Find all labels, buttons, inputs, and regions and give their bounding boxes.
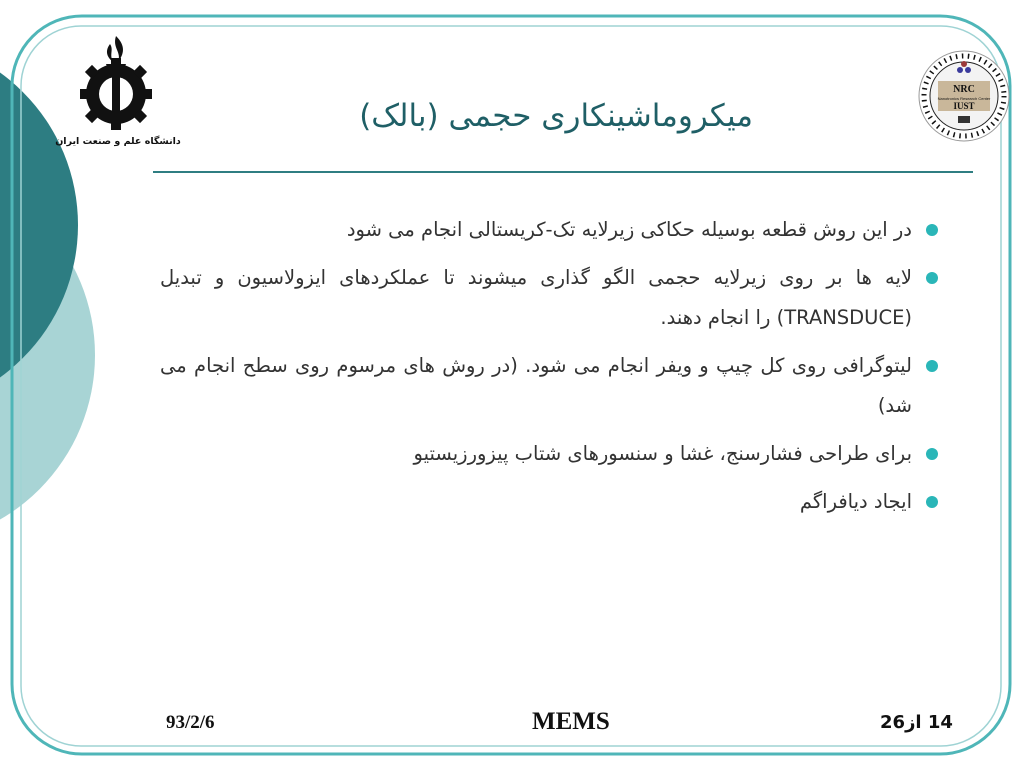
list-item [160, 434, 938, 474]
university-logo [55, 34, 181, 152]
list-item [160, 258, 938, 338]
chip-icon [958, 116, 970, 123]
bullet-icon [926, 224, 938, 236]
bullet-icon [926, 496, 938, 508]
list-item [160, 482, 938, 522]
footer-title: MEMS [532, 708, 610, 735]
nrc-bottom-text: IUST [953, 101, 975, 111]
title-divider [153, 171, 973, 173]
nrc-top-text: NRC [953, 84, 975, 95]
slide-title: میکروماشینکاری حجمی (بالک) [359, 98, 753, 134]
bullet-icon [926, 360, 938, 372]
bullet-text: ایجاد دیافراگم [799, 490, 912, 513]
bullet-icon [926, 272, 938, 284]
bullet-text: لیتوگرافی روی کل چیپ و ویفر انجام می شود. (در روش های مرسوم روی سطح انجام می شد) [160, 354, 912, 417]
bullet-text: لایه ها بر روی زیرلایه حجمی الگو گذاری میشوند تا عملکردهای ایزولاسیون و تبدیل (TRANSDUCE) را انجام دهند. [160, 266, 912, 329]
list-item [160, 210, 938, 250]
list-item [160, 346, 938, 426]
page-number: 14 از26 [880, 712, 953, 733]
bullet-text: برای طراحی فشارسنج، غشا و سنسورهای شتاب پیزورزیستیو [413, 442, 912, 465]
bullet-list [160, 210, 938, 530]
nrc-logo [916, 48, 1012, 144]
bullet-icon [926, 448, 938, 460]
university-caption: دانشگاه علم و صنعت ایران [55, 136, 181, 147]
footer-date: 93/2/6 [166, 712, 215, 733]
bullet-text: در این روش قطعه بوسیله حکاکی زیرلایه تک-کریستالی انجام می شود [346, 218, 912, 241]
nrc-middle-text: Nanotronics Research Center [937, 96, 991, 101]
